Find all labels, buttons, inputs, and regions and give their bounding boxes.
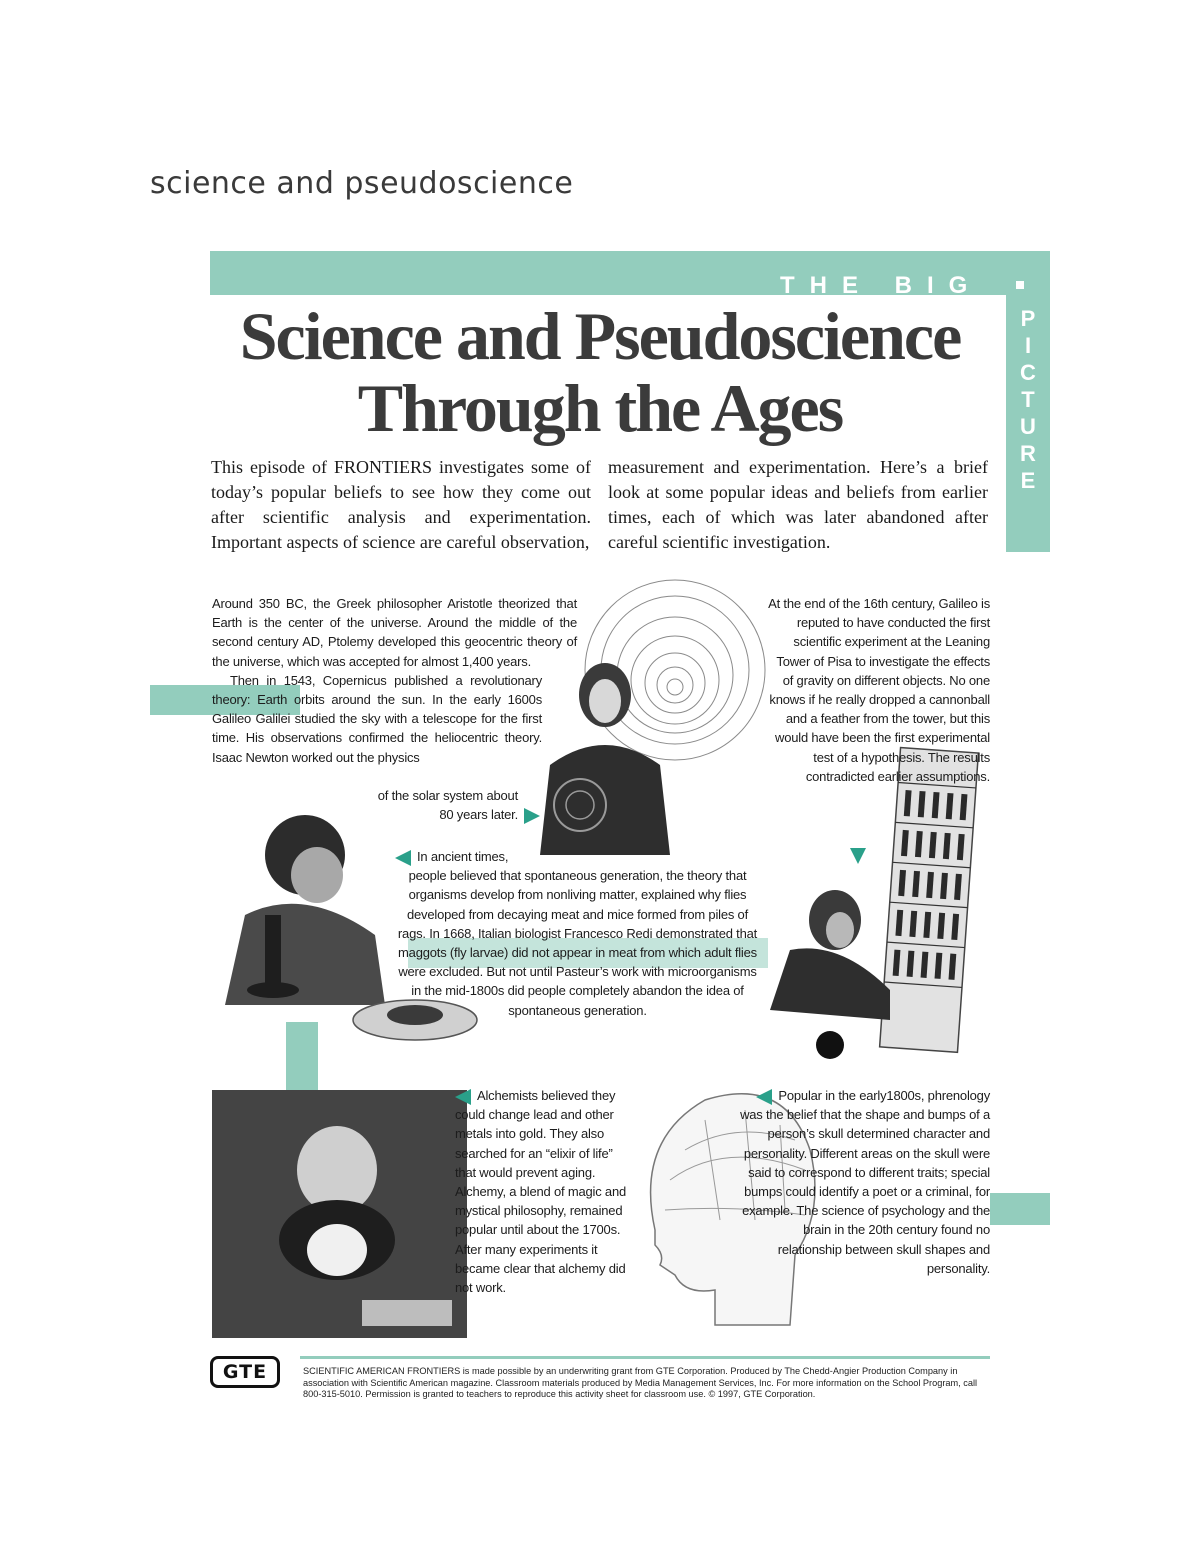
alchemist-illustration [212,1090,467,1338]
title-line-1: Science and Pseudoscience [239,298,961,374]
phrenology-paragraph: Popular in the early1800s, phrenology was the belief that the shape and bumps of a person’s skull determined character and personality. Different areas on the skull were said to correspond to different traits; special bumps could identify a poet or a criminal, for example. The science of psychology and the brain in the 20th century found no relationship between skull shapes and personality. [740,1088,990,1276]
banner-letter: I [1024,333,1032,358]
section-aristotle [212,594,577,767]
banner-letter: P [1020,306,1036,331]
intro-left: This episode of FRONTIERS investigates some of today’s popular beliefs to see how they come out after scientific analysis and experimentation. Important aspects of science are careful observation, [211,457,591,552]
aristotle-paragraph: Around 350 BC, the Greek philosopher Aristotle theorized that Earth is the center of the universe. Around the middle of the second century AD, Ptolemy developed this geocentric theory of the universe, which was accepted for almost 1,400 years. [212,596,577,669]
section-phrenology [738,1086,990,1278]
spontaneous-paragraph: people believed that spontaneous generation, the theory that organisms develop from nonliving matter, explained why flies developed from decaying meat and mice formed from piles of rags. In 1668, Italian biologist Francesco Redi demonstrated that maggots (fly larvae) did not appear in meat from which adult flies were excluded. But not until Pasteur’s work with microorganisms in the mid-1800s did people completely abandon the idea of spontaneous generation. [397,868,758,1018]
accent-band-right [990,1193,1050,1225]
banner-letter: T [1021,387,1035,412]
section-alchemy [455,1086,630,1297]
section-spontaneous-generation [395,847,760,1020]
banner-picture-vertical [1006,305,1050,494]
banner-letter: E [1020,468,1036,493]
arrow-left-icon [756,1089,772,1105]
banner-letter: R [1020,441,1036,466]
alchemy-paragraph: Alchemists believed they could change lead and other metals into gold. They also searched for an “elixir of life” that would prevent aging. Alchemy, a blend of magic and mystical philosophy, remained popular until about the 1700s. After many experiments it became clear that alchemy did not work. [455,1088,627,1296]
aristotle-ending-line-1: of the solar system about [377,788,518,803]
page-title [210,300,990,444]
arrow-right-icon [524,808,540,824]
footer-credits: SCIENTIFIC AMERICAN FRONTIERS is made possible by an underwriting grant from GTE Corporation. Produced by The Chedd-Angier Production Company in association with Scientific American magazine. Classroom materials produced by Media Management Services, Inc. For more information on the School Program, call 800-315-5010. Permission is granted to teachers to reproduce this activity sheet for classroom use. © 1997, GTE Corporation. [303,1366,978,1399]
arrow-left-icon [455,1089,471,1105]
spontaneous-lead: In ancient times, [395,847,760,866]
gte-logo: GTE [210,1356,280,1388]
banner-letter: C [1020,360,1036,385]
arrow-left-icon [395,850,411,866]
banner-dot [1016,281,1024,289]
aristotle-ending-line-2: 80 years later. [212,805,540,824]
intro-right: measurement and experimentation. Here’s a brief look at some popular ideas and beliefs from earlier times, each of which was later abandoned after careful scientific investigation. [608,457,988,552]
title-line-2: Through the Ages [357,370,843,446]
galileo-cannonball-illustration [750,880,900,1065]
arrow-down-icon [850,848,866,864]
footer-rule [300,1356,990,1359]
page-header-label: science and pseudoscience [150,166,574,201]
aristotle-ending [212,786,518,824]
copernicus-paragraph: Then in 1543, Copernicus published a revolutionary theory: Earth orbits around the sun. In the early 1600s Galileo Galilei studied the sky with a telescope for the first time. His observations confirmed the heliocentric theory. Isaac Newton worked out the physics [212,672,542,765]
banner-the-big: THE BIG [780,272,983,299]
section-galileo [768,594,990,786]
galileo-paragraph: At the end of the 16th century, Galileo is reputed to have conducted the first scientific experiment at the Leaning Tower of Pisa to investigate the effects of gravity on different objects. No one knows if he really dropped a cannonball and a feather from the tower, but this would have been the first experimental test of a hypothesis. The results contradicted earlier assumptions. [768,596,990,784]
banner-letter: U [1020,414,1036,439]
